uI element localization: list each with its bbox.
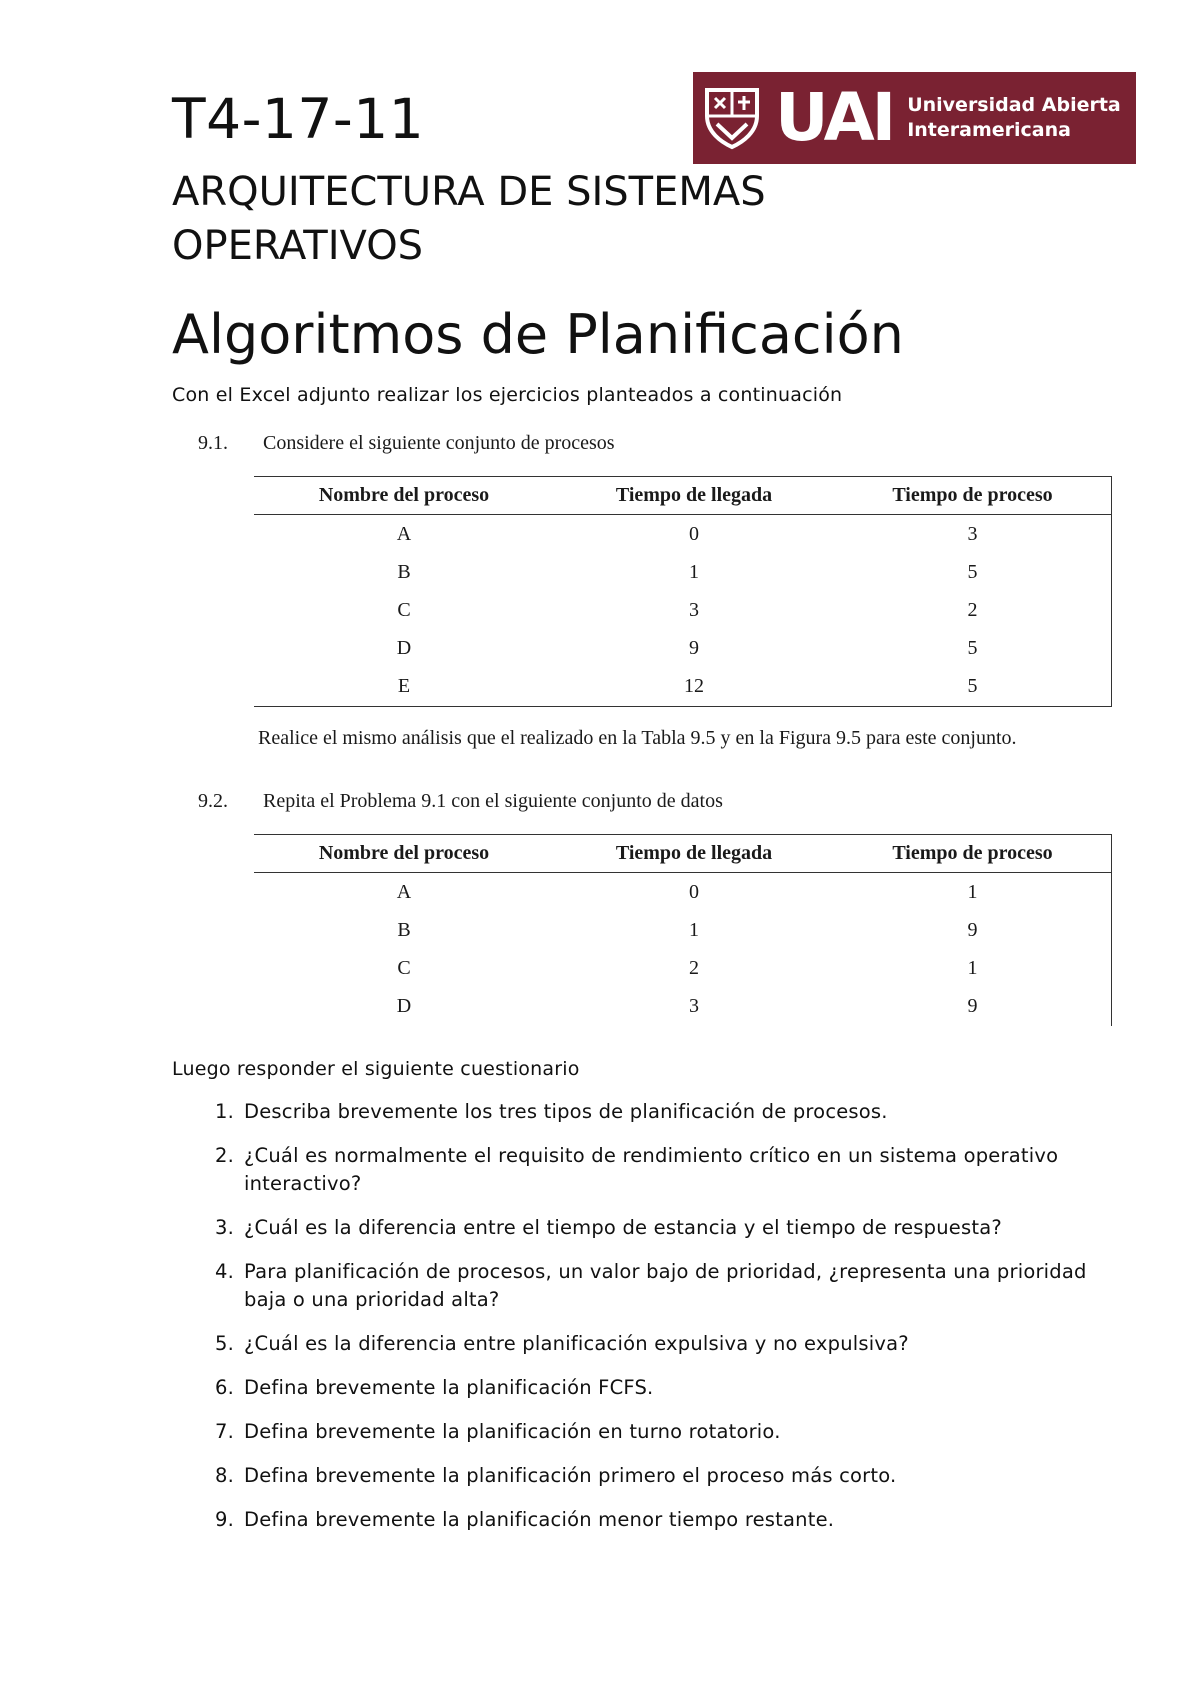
intro-text: Con el Excel adjunto realizar los ejercicios planteados a continuación — [172, 384, 843, 406]
question-number: 5. — [214, 1332, 234, 1355]
process-name-cell: A — [396, 880, 412, 903]
problem-2-heading — [198, 790, 723, 813]
table-row — [254, 553, 1111, 591]
column-header: Tiempo de llegada — [554, 834, 834, 873]
arrival-time-cell: 0 — [689, 522, 699, 545]
service-time-cell: 5 — [967, 636, 978, 659]
list-item — [172, 1098, 1112, 1126]
process-name-cell: E — [397, 674, 411, 697]
question-text: Defina brevemente la planificación en turno rotatorio. — [244, 1420, 781, 1443]
question-number: 9. — [214, 1508, 234, 1531]
list-item — [172, 1258, 1112, 1314]
logo-name-line1: Universidad Abierta — [907, 94, 1121, 116]
question-number: 4. — [214, 1260, 234, 1283]
process-name-cell: C — [397, 956, 411, 979]
arrival-time-cell: 1 — [689, 918, 699, 941]
service-time-cell: 5 — [967, 560, 978, 583]
list-item — [172, 1214, 1112, 1242]
service-time-cell: 2 — [967, 598, 978, 621]
table-row — [254, 911, 1111, 949]
service-time-cell: 3 — [967, 522, 978, 545]
table-row — [254, 987, 1111, 1025]
service-time-cell: 5 — [967, 674, 978, 697]
service-time-cell: 1 — [967, 956, 978, 979]
question-text: Describa brevemente los tres tipos de planificación de procesos. — [244, 1100, 888, 1123]
table-row — [254, 667, 1111, 705]
question-number: 7. — [214, 1420, 234, 1443]
column-header: Nombre del proceso — [254, 834, 554, 873]
question-number: 6. — [214, 1376, 234, 1399]
course-title: ARQUITECTURA DE SISTEMAS OPERATIVOS — [172, 169, 766, 269]
table-row — [254, 949, 1111, 987]
list-item — [172, 1462, 1112, 1490]
question-text: ¿Cuál es la diferencia entre el tiempo de estancia y el tiempo de respuesta? — [244, 1216, 1002, 1239]
process-table-1 — [254, 476, 1111, 705]
problem-2-text: Repita el Problema 9.1 con el siguiente conjunto de datos — [263, 790, 723, 812]
table-row — [254, 629, 1111, 667]
list-item — [172, 1506, 1112, 1534]
arrival-time-cell: 0 — [689, 880, 699, 903]
page-title: Algoritmos de Planificación — [172, 303, 904, 366]
questionnaire-intro: Luego responder el siguiente cuestionario — [172, 1058, 580, 1080]
table-row — [254, 515, 1111, 554]
process-table-2 — [254, 834, 1111, 1025]
service-time-cell: 9 — [967, 918, 978, 941]
question-text: ¿Cuál es normalmente el requisito de rendimiento crítico en un sistema operativo interactivo? — [244, 1144, 1059, 1195]
problem-1-number: 9.1. — [198, 432, 228, 454]
arrival-time-cell: 2 — [689, 956, 699, 979]
university-logo — [693, 72, 1136, 164]
problem-1-note: Realice el mismo análisis que el realizado en la Tabla 9.5 y en la Figura 9.5 para este conjunto. — [258, 727, 1017, 749]
logo-name — [907, 93, 1121, 143]
document-code: T4-17-11 — [172, 87, 425, 151]
logo-name-line2: Interamericana — [907, 119, 1071, 141]
questionnaire-list — [172, 1098, 1112, 1550]
problem-2-number: 9.2. — [198, 790, 228, 812]
arrival-time-cell: 12 — [684, 674, 704, 697]
problem-1-heading — [198, 432, 615, 455]
column-header: Tiempo de llegada — [554, 476, 834, 515]
process-name-cell: B — [397, 918, 411, 941]
process-name-cell: D — [396, 994, 412, 1017]
list-item — [172, 1142, 1112, 1198]
process-name-cell: A — [396, 522, 412, 545]
shield-icon — [703, 86, 761, 150]
service-time-cell: 1 — [967, 880, 978, 903]
question-text: ¿Cuál es la diferencia entre planificación expulsiva y no expulsiva? — [244, 1332, 909, 1355]
question-text: Para planificación de procesos, un valor bajo de prioridad, ¿representa una prioridad baja o una prioridad alta? — [244, 1260, 1087, 1311]
question-number: 2. — [214, 1144, 234, 1167]
logo-mark: UAI — [775, 79, 894, 156]
table-header-row — [254, 834, 1111, 873]
question-number: 8. — [214, 1464, 234, 1487]
question-number: 3. — [214, 1216, 234, 1239]
question-text: Defina brevemente la planificación menor tiempo restante. — [244, 1508, 835, 1531]
arrival-time-cell: 3 — [689, 598, 699, 621]
list-item — [172, 1418, 1112, 1446]
table-header-row — [254, 476, 1111, 515]
column-header: Tiempo de proceso — [834, 476, 1111, 515]
table-row — [254, 873, 1111, 912]
list-item — [172, 1374, 1112, 1402]
table-row — [254, 591, 1111, 629]
arrival-time-cell: 3 — [689, 994, 699, 1017]
column-header: Nombre del proceso — [254, 476, 554, 515]
arrival-time-cell: 9 — [689, 636, 699, 659]
process-name-cell: D — [396, 636, 412, 659]
column-header: Tiempo de proceso — [834, 834, 1111, 873]
question-text: Defina brevemente la planificación primero el proceso más corto. — [244, 1464, 897, 1487]
problem-1-text: Considere el siguiente conjunto de procesos — [263, 432, 615, 454]
arrival-time-cell: 1 — [689, 560, 699, 583]
process-name-cell: C — [397, 598, 411, 621]
question-text: Defina brevemente la planificación FCFS. — [244, 1376, 654, 1399]
list-item — [172, 1330, 1112, 1358]
question-number: 1. — [214, 1100, 234, 1123]
service-time-cell: 9 — [967, 994, 978, 1017]
process-name-cell: B — [397, 560, 411, 583]
